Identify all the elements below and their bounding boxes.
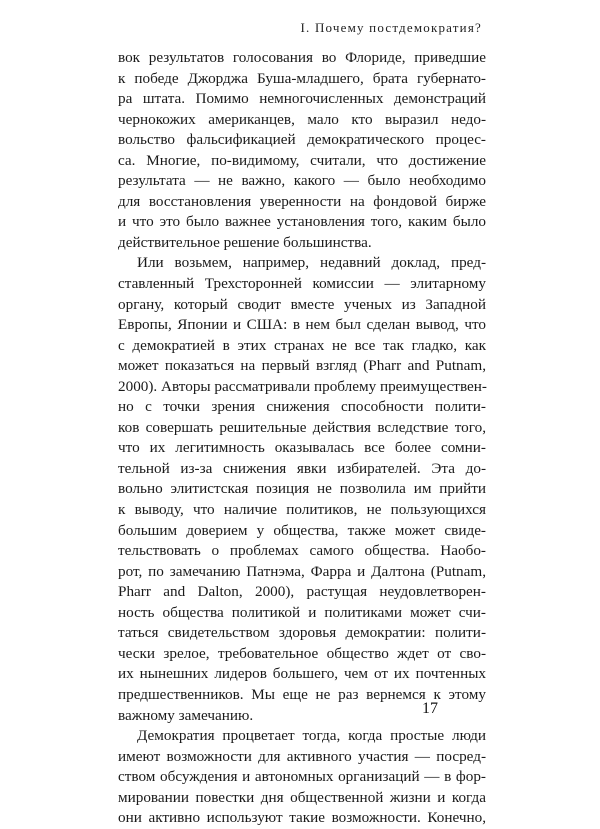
text-line: но с точки зрения снижения способности полити- bbox=[118, 398, 486, 416]
text-line: что их легитимность оказывалась все более сомни- bbox=[118, 439, 486, 457]
text-line: таться свидетельством здоровья демократии: полити- bbox=[118, 624, 486, 642]
text-line: ра штата. Помимо немногочисленных демонстраций bbox=[118, 90, 486, 108]
text-line: 2000). Авторы рассматривали проблему преимуществен- bbox=[118, 377, 487, 395]
paragraph-2 bbox=[118, 253, 486, 726]
text-line: может показаться на первый взгляд (Pharr and Putnam, bbox=[118, 357, 486, 375]
text-line: ков совершать решительные действия вследствие того, bbox=[118, 418, 486, 436]
text-line: Демократия процветает тогда, когда простые люди bbox=[137, 727, 486, 745]
text-line: результата — не важно, какого — было необходимо bbox=[118, 172, 486, 190]
text-line: Европы, Японии и США: в нем был сделан вывод, что bbox=[118, 316, 486, 334]
text-line: органу, который сводит вместе ученых из Западной bbox=[118, 295, 486, 313]
text-line: действительное решение большинства. bbox=[118, 233, 372, 251]
text-line: предшественников. Мы еще не раз вернемся к этому bbox=[118, 685, 486, 703]
text-line: тельной из-за снижения явки избирателей. Эта до- bbox=[118, 459, 486, 477]
text-line: к победе Джорджа Буша-младшего, брата губернато- bbox=[118, 69, 486, 87]
text-line: са. Многие, по-видимому, считали, что достижение bbox=[118, 151, 486, 169]
text-line: тельствовать о проблемах самого общества. Наобо- bbox=[118, 542, 486, 560]
text-line: вольство фальсификацией демократического процес- bbox=[118, 131, 486, 149]
text-line: большим доверием у общества, также может свиде- bbox=[118, 521, 486, 539]
page-number: 17 bbox=[422, 700, 438, 717]
text-line: Pharr and Dalton, 2000), растущая неудовлетворен- bbox=[118, 583, 486, 601]
text-line: Или возьмем, например, недавний доклад, пред- bbox=[137, 254, 486, 272]
text-line: ность общества политикой и политиками может счи- bbox=[118, 603, 486, 621]
text-line: с демократией в этих странах не все так гладко, как bbox=[118, 336, 486, 354]
text-line: для восстановления уверенности на фондовой бирже bbox=[118, 192, 486, 210]
text-line: чески зрелое, требовательное общество ждет от сво- bbox=[118, 644, 486, 662]
text-line: они активно используют такие возможности. Конечно, bbox=[118, 809, 486, 827]
paragraph-1 bbox=[118, 48, 486, 253]
text-line: вок результатов голосования во Флориде, приведшие bbox=[118, 49, 486, 66]
text-line: рот, по замечанию Патнэма, Фарра и Далтона (Putnam, bbox=[118, 562, 486, 580]
text-line: имеют возможности для активного участия — посред- bbox=[118, 747, 486, 765]
text-line: ством обсуждения и автономных организаций — в фор- bbox=[118, 768, 486, 786]
text-line: важному замечанию. bbox=[118, 706, 254, 724]
text-line: чернокожих американцев, мало кто выразил недо- bbox=[118, 110, 486, 128]
text-line: к выводу, что наличие политиков, не пользующихся bbox=[118, 501, 486, 519]
text-line: ставленный Трехсторонней комиссии — элитарному bbox=[118, 275, 486, 293]
running-header: I. Почему постдемократия? bbox=[300, 20, 482, 35]
text-line: вольно элитистская позиция не позволила им прийти bbox=[118, 480, 486, 498]
text-line: мировании повестки дня общественной жизни и когда bbox=[118, 788, 486, 806]
paragraph-3 bbox=[118, 726, 486, 829]
text-line: и что это было важнее установления того, каким было bbox=[118, 213, 486, 231]
text-line: их нынешних лидеров большего, чем от их почтенных bbox=[118, 665, 486, 683]
